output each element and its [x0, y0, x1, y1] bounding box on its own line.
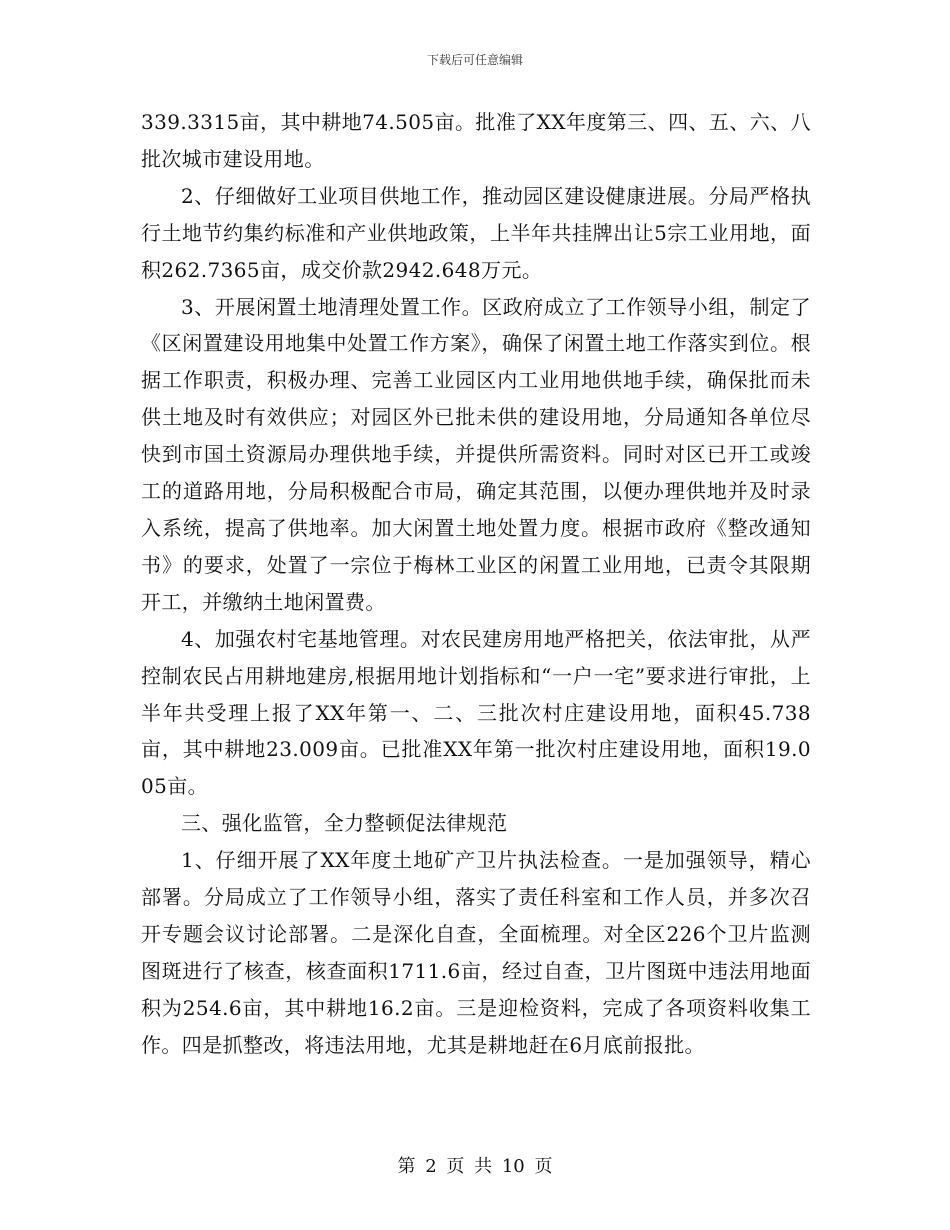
section-heading: 三、强化监管，全力整顿促法律规范 [181, 811, 508, 836]
paragraph-4: 4、加强农村宅基地管理。对农民建房用地严格把关，依法审批，从严控制农民占用耕地建房,根据用地计划指标和“一户一宅”要求进行审批，上半年共受理上报了XX年第一、二、三批次村庄建设用地，面积45.738亩，其中耕地23.009亩。已批准XX年第一批次村庄建设用地，面积19.005亩。 [141, 626, 811, 799]
paragraph-2: 2、仔细做好工业项目供地工作，推动园区建设健康进展。分局严格执行土地节约集约标准和产业供地政策，上半年共挂牌出让5宗工业用地，面积262.7365亩，成交价款2942.648万元。 [141, 183, 811, 282]
page-number: 第 2 页 共 10 页 [397, 1156, 553, 1177]
paragraph-5: 1、仔细开展了XX年度土地矿产卫片执法检查。一是加强领导，精心部署。分局成立了工作领导小组，落实了责任科室和工作人员，并多次召开专题会议讨论部署。二是深化自查，全面梳理。对全区226个卫片监测图斑进行了核查，核查面积1711.6亩，经过自查，卫片图斑中违法用地面积为254.6亩，其中耕地16.2亩。三是迎检资料，完成了各项资料收集工作。四是抓整改，将违法用地，尤其是耕地赶在6月底前报批。 [141, 848, 811, 1057]
paragraph-3: 3、开展闲置土地清理处置工作。区政府成立了工作领导小组，制定了《区闲置建设用地集中处置工作方案》，确保了闲置土地工作落实到位。根据工作职责，积极办理、完善工业园区内工业用地供地手续，确保批而未供土地及时有效供应；对园区外已批未供的建设用地，分局通知各单位尽快到市国土资源局办理供地手续，并提供所需资料。同时对区已开工或竣工的道路用地，分局积极配合市局，确定其范围，以便办理供地并及时录入系统，提高了供地率。加大闲置土地处置力度。根据市政府《整改通知书》的要求，处置了一宗位于梅林工业区的闲置工业用地，已责令其限期开工，并缴纳土地闲置费。 [141, 294, 811, 614]
document-body [141, 104, 811, 1064]
page-header: 下载后可任意编辑 [426, 53, 523, 67]
paragraph-1: 339.3315亩，其中耕地74.505亩。批准了XX年度第三、四、五、六、八批次城市建设用地。 [141, 110, 811, 171]
